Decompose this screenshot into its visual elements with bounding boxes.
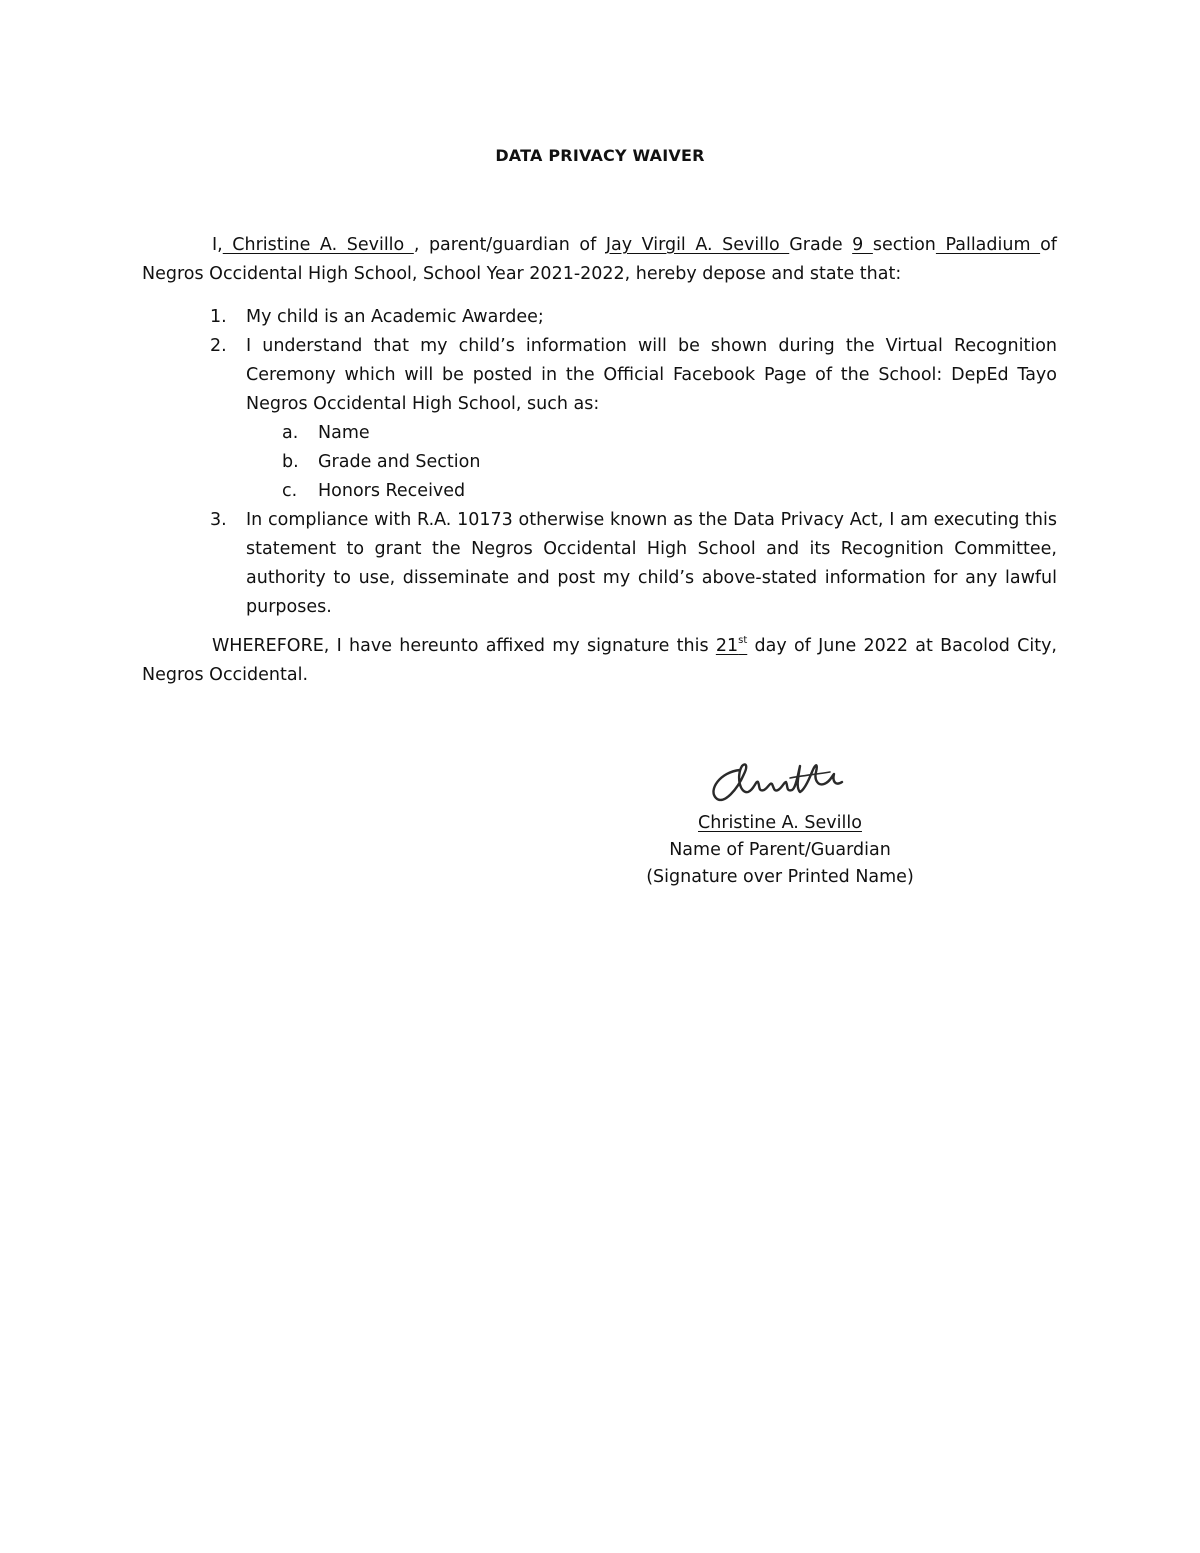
statement-list: [142, 303, 1057, 622]
list-number: 2.: [210, 336, 227, 356]
signature-caption: (Signature over Printed Name): [646, 867, 914, 887]
handwritten-signature: [700, 752, 870, 812]
wherefore-paragraph: [142, 632, 1057, 690]
list-number: 1.: [210, 307, 227, 327]
grade-field: 9: [852, 235, 873, 255]
section-field: Palladium: [935, 235, 1041, 255]
day-field: [716, 636, 747, 656]
signatory-name: Christine A. Sevillo: [698, 813, 862, 833]
sub-list-item: [246, 448, 1057, 477]
sub-list-item: [246, 419, 1057, 448]
list-number: 3.: [210, 510, 227, 530]
list-item: [142, 506, 1057, 622]
sub-text: Honors Received: [318, 481, 466, 501]
sub-letter: c.: [282, 481, 298, 501]
list-item: [142, 303, 1057, 332]
sub-list: [246, 419, 1057, 506]
day-suffix: st: [738, 635, 748, 646]
sub-list-item: [246, 477, 1057, 506]
grade-label: Grade: [789, 235, 843, 255]
wherefore-part2: day of June 2022 at Bacolod City, Negros Occidental.: [142, 636, 1057, 685]
signature-block: [620, 810, 940, 891]
signatory-role: Name of Parent/Guardian: [669, 840, 891, 860]
wherefore-text: [142, 632, 1057, 690]
item-text: My child is an Academic Awardee;: [246, 307, 544, 327]
child-name-field: Jay Virgil A. Sevillo: [605, 235, 790, 255]
item-text: I understand that my child’s information will be shown during the Virtual Recognition Ceremony which will be posted in the Official Facebook Page of the School: DepEd Tayo Negros Occidental High School, such as:: [246, 336, 1057, 414]
document-title: DATA PRIVACY WAIVER: [495, 146, 705, 165]
section-label: section: [872, 235, 936, 255]
sub-text: Grade and Section: [318, 452, 481, 472]
sub-letter: a.: [282, 423, 299, 443]
intro-paragraph: [142, 231, 1057, 289]
sub-text: Name: [318, 423, 370, 443]
intro-i: I,: [212, 235, 223, 255]
parent-name-field: Christine A. Sevillo: [222, 235, 414, 255]
intro-of: of: [1040, 235, 1057, 255]
list-item: [142, 332, 1057, 506]
intro-text: [142, 231, 1057, 289]
sub-letter: b.: [282, 452, 299, 472]
item-text: In compliance with R.A. 10173 otherwise known as the Data Privacy Act, I am executing this statement to grant the Negros Occidental High School and its Recognition Committee, authority to use, disseminate and post my child’s above-stated information for any lawful purposes.: [246, 510, 1057, 617]
intro-parent-guardian-of: , parent/guardian of: [413, 235, 597, 255]
intro-line2: Negros Occidental High School, School Year 2021-2022, hereby depose and state that:: [142, 264, 902, 284]
day-number: 21: [715, 636, 739, 656]
wherefore-part1: WHEREFORE, I have hereunto affixed my signature this: [212, 636, 709, 656]
